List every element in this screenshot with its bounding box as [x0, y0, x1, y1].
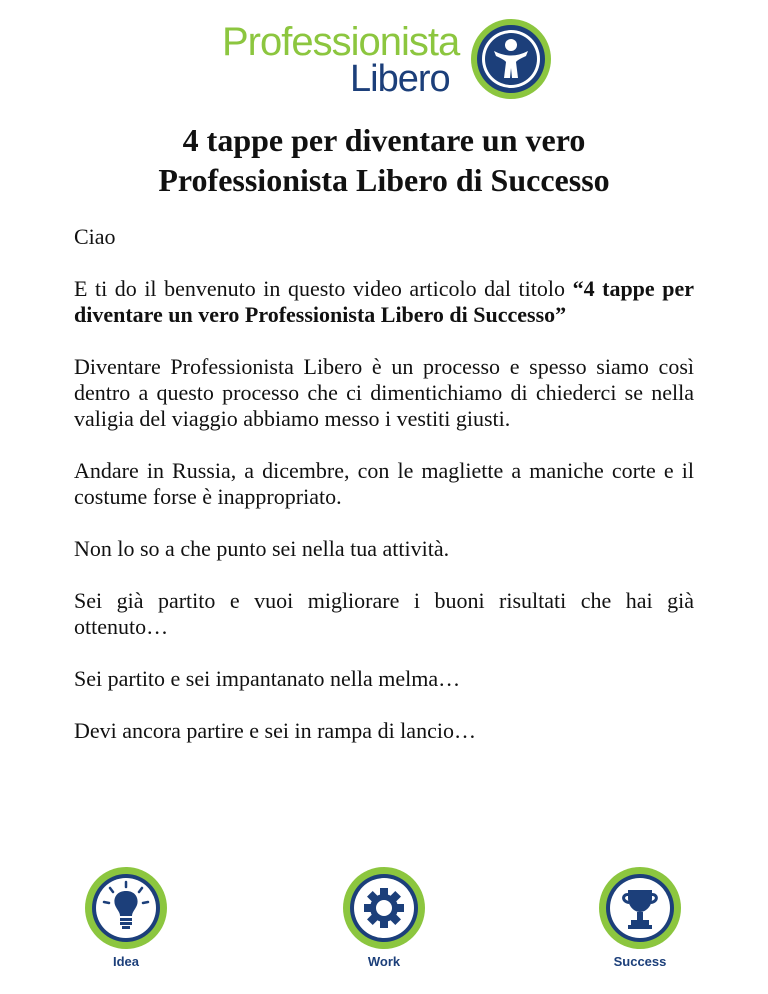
footer-label-idea: Idea — [112, 954, 139, 969]
footer-label-success: Success — [613, 954, 667, 969]
page-title — [60, 120, 708, 200]
logo-text-professionista: Professionista — [222, 20, 460, 64]
logo-text-libero: Libero — [350, 58, 450, 100]
paragraph-3: Non lo so a che punto sei nella tua attività. — [74, 536, 450, 561]
logo — [222, 18, 562, 98]
paragraph-6: Devi ancora partire e sei in rampa di lancio… — [74, 718, 476, 743]
footer-icon-success — [590, 866, 690, 970]
paragraph-2: Andare in Russia, a dicembre, con le magliette a maniche corte e il costume forse è inappropriato. — [74, 458, 694, 509]
article-body — [74, 224, 694, 770]
footer-icon-idea — [76, 866, 176, 970]
paragraph-4: Sei già partito e vuoi migliorare i buoni risultati che hai già ottenuto… — [74, 588, 694, 639]
trophy-icon — [598, 866, 682, 950]
intro-title-quote: “4 tappe per diventare un vero Professionista Libero di Successo” — [74, 276, 694, 327]
paragraph-5: Sei partito e sei impantanato nella melma… — [74, 666, 461, 691]
title-line-1: 4 tappe per diventare un vero — [182, 122, 586, 158]
intro-text: E ti do il benvenuto in questo video articolo dal titolo — [74, 276, 573, 301]
footer-label-work: Work — [367, 954, 401, 969]
intro-paragraph — [74, 276, 694, 328]
footer-icon-work — [334, 866, 434, 970]
person-badge-icon — [470, 18, 552, 100]
lightbulb-icon — [84, 866, 168, 950]
paragraph-1: Diventare Professionista Libero è un processo e spesso siamo così dentro a questo processo che ci dimentichiamo di chiederci se nella valigia del viaggio abbiamo messo i vestiti giusti. — [74, 354, 694, 431]
gear-icon — [342, 866, 426, 950]
greeting: Ciao — [74, 224, 116, 249]
title-line-2: Professionista Libero di Successo — [158, 162, 610, 198]
